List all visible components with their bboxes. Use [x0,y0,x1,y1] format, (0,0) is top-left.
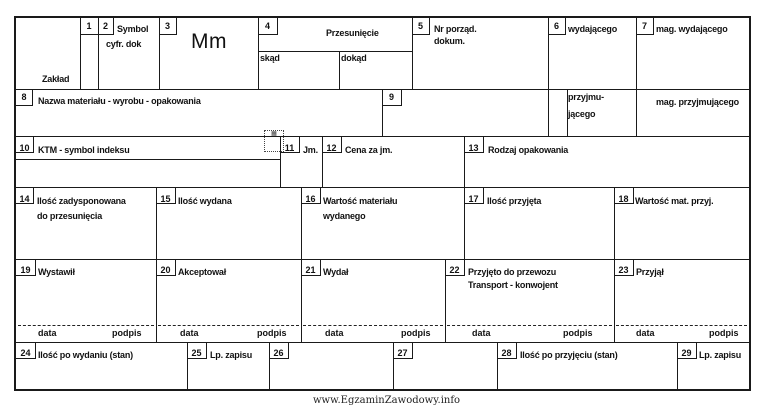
col-line-h6 [548,18,549,136]
ktm-label: KTM - symbol indeksu [38,145,130,155]
ilosc-po-wydaniu-label: Ilość po wydaniu (stan) [38,350,133,360]
jm-label: Jm. [303,145,318,155]
nr-porzad-label: Nr porząd. [434,24,477,34]
data-label-21: data [325,328,344,338]
mm-transfer-document-form [14,16,751,391]
wydajacego-label: wydającego [568,24,618,34]
field-number-14: 14 [19,194,30,204]
watermark-text: www.EgzaminZawodowy.info [313,395,461,406]
mag-wydajacego-label: mag. wydającego [656,24,728,34]
signature-dotted-line-23 [616,325,747,326]
przesuniecie-split [258,51,412,52]
ilosc-wydana-label: Ilość wydana [178,196,232,206]
podpis-label-22: podpis [563,328,593,338]
field-number-26: 26 [273,348,284,358]
field-number-9: 9 [388,92,394,102]
signature-dotted-line-22 [447,325,612,326]
zaklad-label: Zakład [42,74,70,84]
row-line-sign [16,342,749,343]
skad-label: skąd [260,53,280,63]
field-number-10: 10 [19,143,30,153]
transport-konwojent-label: Transport - konwojent [468,280,558,290]
stamp-mark: ▦ [264,130,284,152]
field-number-4: 4 [264,21,270,31]
data-label-19: data [38,328,57,338]
przyjmujacego-label-1: przyjmu- [568,92,604,102]
wydal-label: Wydał [323,267,349,277]
mag-przyjmujacego-label: mag. przyjmującego [656,97,739,107]
wystawil-label: Wystawił [38,267,75,277]
ilosc-przyjeta-label: Ilość przyjęta [487,196,542,206]
field-number-21: 21 [305,265,316,275]
field-number-5: 5 [417,21,423,31]
data-label-22: data [472,328,491,338]
podpis-label-20: podpis [257,328,287,338]
field-number-27: 27 [397,348,408,358]
dokad-label: dokąd [341,53,367,63]
przesuniecie-mid [339,51,340,89]
ilosc-zadysponowana-label-1: Ilość zadysponowana [37,196,126,206]
podpis-label-21: podpis [401,328,431,338]
rodzaj-opakowania-label: Rodzaj opakowania [488,145,569,155]
symbol-label: Symbol [117,24,149,34]
data-label-23: data [636,328,655,338]
podpis-label-19: podpis [112,328,142,338]
field-number-11: 11 [284,143,295,153]
signature-dotted-line-19 [18,325,154,326]
field-number-15: 15 [160,194,171,204]
signature-dotted-line-20 [158,325,299,326]
data-label-20: data [180,328,199,338]
field-number-17: 17 [468,194,479,204]
r3-header-split [16,159,280,160]
field-number-1: 1 [86,21,92,31]
lp-zapisu-label-2: Lp. zapisu [699,350,742,360]
col-line-h7 [636,18,637,136]
row-line-qty [16,259,749,260]
field-number-25: 25 [191,348,202,358]
field-number-2: 2 [102,21,108,31]
field-number-22: 22 [449,265,460,275]
field-number-18: 18 [618,194,629,204]
field-number-3: 3 [164,21,170,31]
nazwa-materialu-label: Nazwa materiału - wyrobu - opakowania [38,96,201,106]
field-number-19: 19 [20,265,31,275]
document-type-code: Mm [191,30,227,53]
signature-dotted-line-21 [303,325,443,326]
field-number-20: 20 [160,265,171,275]
field-number-13: 13 [468,143,479,153]
podpis-label-23: podpis [709,328,739,338]
field-number-28: 28 [501,348,512,358]
przyjmujacego-label-2: jącego [568,109,596,119]
field-number-7: 7 [641,21,647,31]
field-number-8: 8 [21,92,27,102]
przesuniecie-label: Przesunięcie [326,28,379,38]
wartosc-mat-przyj-label: Wartość mat. przyj. [635,196,714,206]
przyjeto-do-przewozu-label: Przyjęto do przewozu [468,267,557,277]
field-number-16: 16 [305,194,316,204]
field-number-6: 6 [553,21,559,31]
przyjal-label: Przyjął [636,267,664,277]
cena-label: Cena za jm. [345,145,393,155]
wartosc-materialu-label-2: wydanego [323,211,366,221]
lp-zapisu-label-1: Lp. zapisu [210,350,253,360]
field-number-23: 23 [618,265,629,275]
wartosc-materialu-label-1: Wartość materiału [323,196,398,206]
akceptowal-label: Akceptował [178,267,227,277]
symbol-cyfr-label: cyfr. dok [106,39,142,49]
dokum-label: dokum. [434,36,465,46]
field-number-24: 24 [20,348,31,358]
ilosc-po-przyjeciu-label: Ilość po przyjęciu (stan) [520,350,618,360]
ilosc-zadysponowana-label-2: do przesunięcia [37,211,103,221]
row-line-name [16,136,749,137]
field-number-12: 12 [326,143,337,153]
row-line-ktm [16,187,749,188]
field-number-29: 29 [681,348,692,358]
